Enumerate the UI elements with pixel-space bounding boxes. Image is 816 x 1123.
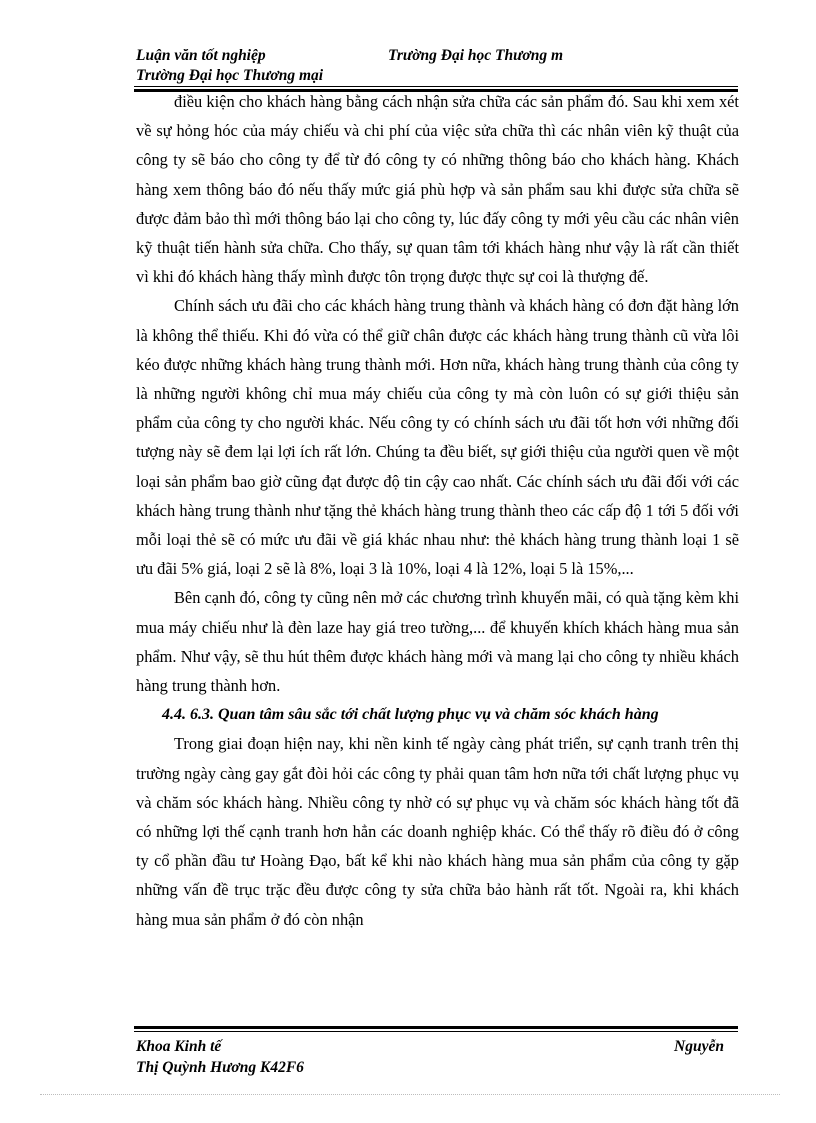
- footer-faculty: Khoa Kinh tế: [136, 1038, 222, 1055]
- footer-rule-thin: [134, 1031, 738, 1032]
- paragraph-loyalty-policy: Chính sách ưu đãi cho các khách hàng trung thành và khách hàng có đơn đặt hàng lớn là không thể thiếu. Khi đó vừa có thể giữ chân được các khách hàng trung thành cũ vừa lôi kéo được những khách hàng trung thành mới. Hơn nữa, khách hàng trung thành của công ty là những người không chỉ mua máy chiếu của công ty mà còn luôn có sự giới thiệu sản phẩm của công ty cho người khác. Nếu công ty có chính sách ưu đãi tốt hơn với những đối tượng này sẽ đem lại lợi ích rất lớn. Chúng ta đều biết, sự giới thiệu của người quen về một loại sản phẩm bao giờ cũng đạt được độ tin cậy cao nhất. Các chính sách ưu đãi đối với các khách hàng trung thành như tặng thẻ khách hàng trung thành theo các cấp độ 1 tới 5 đối với mỗi loại thẻ sẽ có mức ưu đãi về giá khác nhau như: thẻ khách hàng trung thành loại 1 sẽ ưu đãi 5% giá, loại 2 sẽ là 8%, loại 3 là 10%, loại 4 là 12%, loại 5 là 15%,...: [136, 296, 739, 579]
- footer-author: Thị Quỳnh Hương K42F6: [136, 1059, 304, 1076]
- paragraph-service-quality: Trong giai đoạn hiện nay, khi nền kinh tế ngày càng phát triển, sự cạnh tranh trên thị trường ngày càng gay gắt đòi hỏi các công ty phải quan tâm hơn nữa tới chất lượng phục vụ và chăm sóc khách hàng. Nhiều công ty nhờ có sự phục vụ và chăm sóc khách hàng tốt đã có những lợi thế cạnh tranh hơn hẳn các doanh nghiệp khác. Có thể thấy rõ điều đó ở công ty cổ phần đầu tư Hoàng Đạo, bất kể khi nào khách hàng mua sản phẩm của công ty gặp những vấn đề trục trặc đều được công ty sửa chữa bảo hành rất tốt. Ngoài ra, khi khách hàng mua sản phẩm ở đó còn nhận: [136, 734, 739, 929]
- document-body: [136, 87, 739, 934]
- header-thesis-label: Luận văn tốt nghiệp: [136, 47, 266, 64]
- footer-double-rule: [134, 1026, 738, 1033]
- header-university-name: Trường Đại học Thương mại: [136, 67, 324, 84]
- page-bottom-dotted-line: [40, 1094, 780, 1095]
- section-heading: 4.4. 6.3. Quan tâm sâu sắc tới chất lượng phục vụ và chăm sóc khách hàng: [162, 706, 659, 724]
- footer-right-surname: Nguyễn: [674, 1038, 724, 1055]
- paragraph-promotions: Bên cạnh đó, công ty cũng nên mở các chương trình khuyến mãi, có quà tặng kèm khi mua máy chiếu như là đèn laze hay giá treo tường,... để khuyến khích khách hàng mua sản phẩm. Như vậy, sẽ thu hút thêm được khách hàng mới và mang lại cho công ty nhiều khách hàng trung thành hơn.: [136, 588, 739, 696]
- footer-rule-thick: [134, 1026, 738, 1029]
- paragraph-continued: điều kiện cho khách hàng bằng cách nhận sửa chữa các sản phẩm đó. Sau khi xem xét về sự hỏng hóc của máy chiếu và chi phí của việc sửa chữa thì các nhân viên kỹ thuật của công ty sẽ báo cho công ty để từ đó công ty có những thông báo cho khách hàng. Khách hàng xem thông báo đó nếu thấy mức giá phù hợp và sản phẩm sau khi được sửa chữa sẽ được đảm bảo thì mới thông báo lại cho công ty, lúc đấy công ty mới yêu cầu các nhân viên kỹ thuật tiến hành sửa chữa. Cho thấy, sự quan tâm tới khách hàng như vậy là rất cần thiết vì khi đó khách hàng thấy mình được tôn trọng được thực sự coi là thượng đế.: [136, 92, 739, 287]
- header-left: [136, 46, 323, 86]
- header-right-university: Trường Đại học Thương m: [388, 47, 564, 64]
- footer-left: [136, 1036, 304, 1078]
